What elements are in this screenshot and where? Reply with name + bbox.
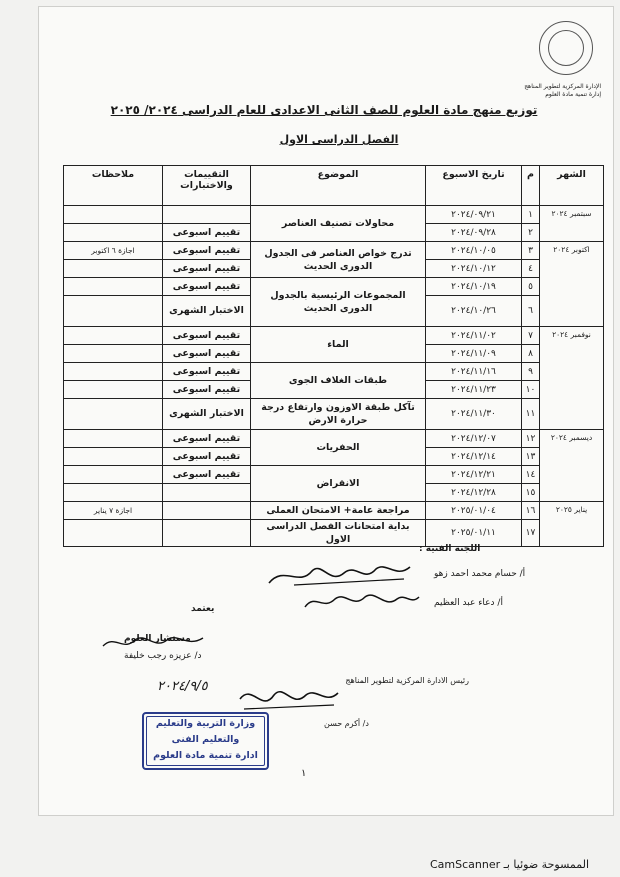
logo-caption-line-2: إدارة تنمية مادة العلوم [545,91,601,98]
week-date: ٢٠٢٥/٠١/١١ [426,520,522,547]
ministry-logo [539,21,593,75]
signature-1 [264,557,414,591]
consultant-label: مستشار العلوم [124,634,191,644]
document-title: توزيع منهج مادة العلوم للصف الثانى الاعدادى للعام الدراسى ٢٠٢٤/ ٢٠٢٥ [110,103,538,117]
table-row [64,206,604,224]
week-date: ٢٠٢٤/١٢/٠٧ [426,430,522,448]
week-date: ٢٠٢٤/١٠/٢٦ [426,296,522,327]
week-date: ٢٠٢٤/٠٩/٢١ [426,206,522,224]
eval-cell: تقييم اسبوعى [163,260,251,278]
week-date: ٢٠٢٥/٠١/٠٤ [426,502,522,520]
committee-member-1: أ/ حسام محمد احمد زهو [434,569,526,579]
eval-cell [163,206,251,224]
note-cell [64,206,163,224]
week-date: ٢٠٢٤/١١/٢٣ [426,381,522,399]
stamp-line-2: والتعليم الفنى [171,734,240,745]
approve-label: يعتمد [191,604,215,614]
table-row [64,520,604,547]
topic-cell: الحفريات [251,430,426,466]
note-cell: اجازة ٧ يناير [64,502,163,520]
month-cell: ديسمبر ٢٠٢٤ [540,430,604,502]
week-date: ٢٠٢٤/٠٩/٢٨ [426,224,522,242]
eval-cell: تقييم اسبوعى [163,381,251,399]
note-cell [64,260,163,278]
month-cell: سبتمبر ٢٠٢٤ [540,206,604,242]
note-cell [64,430,163,448]
row-num: ٢ [522,224,540,242]
note-cell [64,399,163,430]
consultant-name: د/ عزيزه رجب خليفة [124,651,202,661]
eval-cell [163,502,251,520]
topic-cell: الماء [251,327,426,363]
note-cell [64,224,163,242]
note-cell [64,278,163,296]
topic-cell: الانقراض [251,466,426,502]
table-row [64,242,604,260]
month-cell: نوفمبر ٢٠٢٤ [540,327,604,430]
schedule-table [63,165,604,547]
note-cell [64,345,163,363]
topic-cell: تآكل طبقة الاوزون وارتفاع درجة حرارة الارض [251,399,426,430]
eval-cell: تقييم اسبوعى [163,430,251,448]
table-header-row [64,166,604,206]
row-num: ١٤ [522,466,540,484]
row-num: ٧ [522,327,540,345]
eval-cell: تقييم اسبوعى [163,466,251,484]
month-cell: اكتوبر ٢٠٢٤ [540,242,604,327]
eval-cell: تقييم اسبوعى [163,448,251,466]
table-row [64,363,604,381]
table-row [64,466,604,484]
eval-cell: الاختبار الشهرى [163,399,251,430]
page-number: ١ [301,768,307,779]
row-num: ١٥ [522,484,540,502]
row-num: ٥ [522,278,540,296]
note-cell [64,484,163,502]
row-num: ٩ [522,363,540,381]
week-date: ٢٠٢٤/١١/٠٩ [426,345,522,363]
committee-member-2: أ/ دعاء عبد العظيم [434,598,503,608]
note-cell [64,520,163,547]
topic-cell: طبقات الغلاف الجوى [251,363,426,399]
header-evaluations: التقييمات والاختبارات [163,166,251,206]
note-cell [64,296,163,327]
note-cell [64,327,163,345]
week-date: ٢٠٢٤/١١/١٦ [426,363,522,381]
week-date: ٢٠٢٤/١٠/١٩ [426,278,522,296]
note-cell [64,466,163,484]
week-date: ٢٠٢٤/١٠/١٢ [426,260,522,278]
table-row [64,327,604,345]
head-label: رئيس الادارة المركزية لتطوير المناهج [345,676,469,685]
row-num: ٤ [522,260,540,278]
month-cell: يناير ٢٠٢٥ [540,502,604,547]
eval-cell: تقييم اسبوعى [163,224,251,242]
signature-2 [301,587,421,617]
note-cell [64,448,163,466]
table-row [64,399,604,430]
table-row [64,278,604,296]
row-num: ٦ [522,296,540,327]
official-stamp [142,712,269,770]
handwritten-date: ٢٠٢٤/٩/٥ [157,679,208,694]
committee-label: اللجنة الفنية : [419,544,481,554]
header-topic: الموضوع [251,166,426,206]
header-num: م [522,166,540,206]
eval-cell: تقييم اسبوعى [163,363,251,381]
row-num: ٣ [522,242,540,260]
note-cell [64,363,163,381]
topic-cell: تدرج خواص العناصر فى الجدول الدورى الحديث [251,242,426,278]
header-notes: ملاحظات [64,166,163,206]
note-cell: اجازة ٦ اكتوبر [64,242,163,260]
table-row [64,430,604,448]
table-row [64,502,604,520]
row-num: ١٠ [522,381,540,399]
stamp-line-3: ادارة تنمية مادة العلوم [153,750,258,761]
topic-cell: المجموعات الرئيسية بالجدول الدورى الحديث [251,278,426,327]
topic-cell: بداية امتحانات الفصل الدراسى الاول [251,520,426,547]
topic-cell: محاولات تصنيف العناصر [251,206,426,242]
topic-cell: مراجعة عامة+ الامتحان العملى [251,502,426,520]
week-date: ٢٠٢٤/١٢/٢٨ [426,484,522,502]
eval-cell [163,484,251,502]
week-date: ٢٠٢٤/١١/٠٢ [426,327,522,345]
logo-caption [509,83,601,99]
head-name: د/ أكرم حسن [324,719,369,728]
header-week-date: تاريخ الاسبوع [426,166,522,206]
header-month: الشهر [540,166,604,206]
logo-caption-line-1: الإدارة المركزية لتطوير المناهج [524,83,601,90]
row-num: ١٣ [522,448,540,466]
document-page [38,6,614,816]
row-num: ١ [522,206,540,224]
eval-cell: الاختبار الشهرى [163,296,251,327]
eval-cell: تقييم اسبوعى [163,327,251,345]
eval-cell: تقييم اسبوعى [163,242,251,260]
scanner-footer: الممسوحة ضوئيا بـ CamScanner [430,858,590,871]
row-num: ٨ [522,345,540,363]
row-num: ١٦ [522,502,540,520]
eval-cell: تقييم اسبوعى [163,278,251,296]
week-date: ٢٠٢٤/١٠/٠٥ [426,242,522,260]
document-subtitle: الفصل الدراسى الاول [279,133,399,146]
row-num: ١٢ [522,430,540,448]
row-num: ١٧ [522,520,540,547]
eval-cell: تقييم اسبوعى [163,345,251,363]
stamp-line-1: وزارة التربية والتعليم [155,718,256,729]
week-date: ٢٠٢٤/١٢/١٤ [426,448,522,466]
week-date: ٢٠٢٤/١١/٣٠ [426,399,522,430]
eval-cell [163,520,251,547]
week-date: ٢٠٢٤/١٢/٢١ [426,466,522,484]
row-num: ١١ [522,399,540,430]
note-cell [64,381,163,399]
